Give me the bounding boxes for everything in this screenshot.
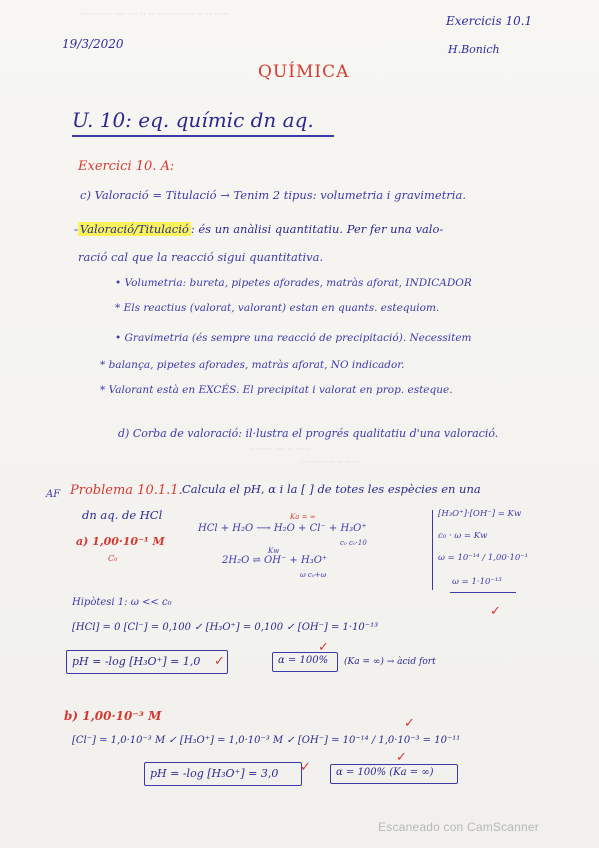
bullet-valorant: * Valorant està en EXCÉS. El precipitat i valorat en prop. esteque. [100,384,453,396]
check-mark: ✓ [300,760,311,775]
exercise-a-title: Exercici 10. A: [78,159,175,174]
problem-statement-1: Calcula el pH, α i la [ ] de totes les espècies en una [182,482,481,496]
kw-equation-1: [H₃O⁺]·[OH⁻] = Kw [438,509,522,519]
alpha-a-note: (Ka = ∞) → àcid fort [344,657,436,667]
bullet-gravimetria: • Gravimetria (és sempre una reacció de precipitació). Necessitem [115,332,472,344]
definition-rest: : és un anàlisi quantitatiu. Per fer una valo- [190,222,444,236]
bleed-through-text: ············ ·· ····· [300,458,361,468]
problem-statement-2: dn aq. de HCl [82,508,163,522]
bleed-through-text: ··········· ···· ··· ·· ·· ············· ·· ·· ····· [80,10,229,20]
part-b-label: b) 1,00·10⁻³ M [64,709,162,723]
kw-equation-4: ω = 1·10⁻¹³ [452,577,502,587]
subject-title: QUÍMICA [258,62,350,82]
bullet-reactius: * Els reactius (valorat, valorant) estan en quants. estequiom. [115,302,440,314]
side-calc-divider [432,510,433,590]
reaction-1-ka: Ka = ∞ [290,513,316,521]
check-mark: ✓ [396,750,407,765]
kw-equation-2: c₀ · ω = Kw [438,531,488,541]
author-name: H.Bonich [448,43,500,56]
kw-underline [450,592,516,593]
bullet-balanca: * balança, pipetes aforades, matràs aforat, NO indicador. [100,359,405,371]
check-mark: ✓ [318,640,329,655]
unit-title: U. 10: eq. químic dn aq. [72,108,314,132]
c-line: c) Valoració = Titulació → Tenim 2 tipus: volumetria i gravimetria. [80,188,466,202]
reaction-1: HCl + H₂O ⟶ H₂O + Cl⁻ + H₃O⁺ [198,523,367,534]
alpha-b: α = 100% (Ka = ∞) [336,767,434,778]
ph-a: pH = -log [H₃O⁺] = 1,0 [72,655,201,668]
concentrations-a: [HCl] = 0 [Cl⁻] = 0,100 ✓ [H₃O⁺] = 0,100 ✓ [OH⁻] = 1·10⁻¹³ [72,622,379,633]
kw-equation-3: ω = 10⁻¹⁴ / 1,00·10⁻¹ [438,553,529,563]
bleed-through-text: ········ ··· ·· ····· [250,445,311,455]
concentrations-b: [Cl⁻] = 1,0·10⁻³ M ✓ [H₃O⁺] = 1,0·10⁻³ M ✓ [OH⁻] = 10⁻¹⁴ / 1,0·10⁻³ = 10⁻¹¹ [72,735,461,746]
reaction-2-kw: Kw [268,547,280,555]
unit-title-underline [72,135,334,137]
highlight-term: Valoració/Titulació [79,222,189,236]
d-line: d) Corba de valoració: il·lustra el progrés qualitatiu d'una valoració. [118,427,499,440]
definition-line-2: ració cal que la reacció sigui quantitativa. [78,250,324,264]
problem-prefix: AF [46,489,61,500]
date-text: 19/3/2020 [62,37,124,51]
check-mark: ✓ [214,654,225,669]
bullet-volumetria: • Volumetria: bureta, pipetes aforades, matràs aforat, INDICADOR [115,277,472,289]
hypothesis: Hipòtesi 1: ω << c₀ [72,597,172,608]
part-a-c0: C₀ [108,554,118,563]
problem-title: Problema 10.1.1. [70,483,183,498]
exercise-ref: Exercicis 10.1 [446,14,533,28]
alpha-a: α = 100% [278,655,329,666]
reaction-2-sub: ω c₀+ω [300,571,327,579]
definition-line: - Valoració/Titulació : és un anàlisi quantitatiu. Per fer una valo- [74,222,444,236]
reaction-2: 2H₂O ⇌ OH⁻ + H₃O⁺ [222,555,328,566]
reaction-1-sub: c₀ c₀·10 [340,539,367,547]
camscanner-watermark: Escaneado con CamScanner [378,820,539,834]
part-a-label: a) 1,00·10⁻¹ M [76,535,165,548]
check-mark: ✓ [404,716,415,731]
check-mark: ✓ [490,604,501,619]
ph-b: pH = -log [H₃O⁺] = 3,0 [150,767,279,780]
